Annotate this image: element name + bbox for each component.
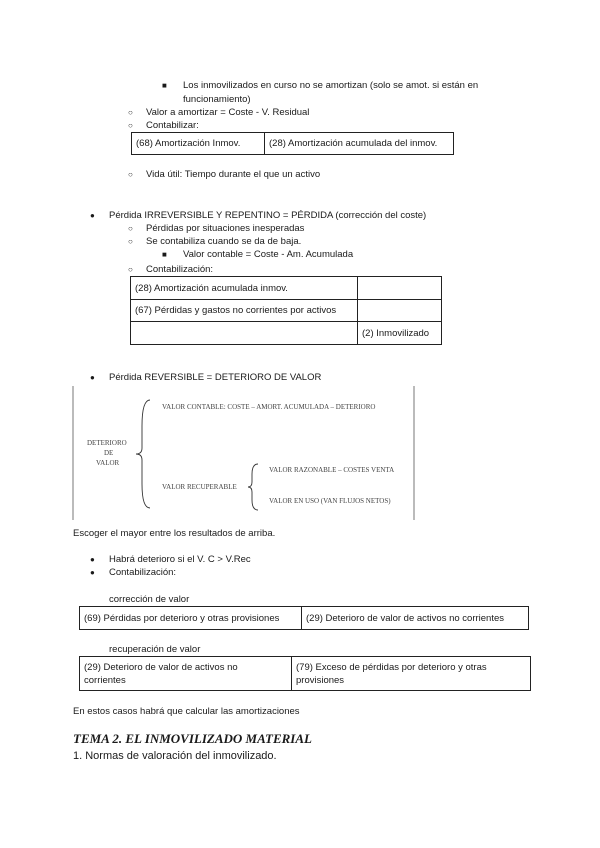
circle-bullet-icon: ○ (128, 237, 133, 246)
vida-util: Vida útil: Tiempo durante el que un activo (146, 169, 321, 180)
amortizacion-table (131, 132, 454, 155)
recuperacion-label: recuperación de valor (109, 644, 201, 655)
disc-bullet-icon: ● (90, 211, 95, 220)
inmov-curso-line2: funcionamiento) (183, 94, 251, 105)
circle-bullet-icon: ○ (128, 121, 133, 130)
habra-deterioro: Habrá deterioro si el V. C > V.Rec (109, 554, 251, 565)
circle-bullet-icon: ○ (128, 108, 133, 117)
circle-bullet-icon: ○ (128, 224, 133, 233)
perdida-reversible-title: Pérdida REVERSIBLE = DETERIORO DE VALOR (109, 372, 322, 383)
square-bullet-icon: ■ (162, 250, 167, 259)
inmov-curso-line1: Los inmovilizados en curso no se amortizan (solo se amot. si están en (183, 80, 479, 91)
recuperacion-credit-line2: provisiones (296, 674, 345, 686)
recuperacion-credit (292, 657, 531, 691)
valor-contable-text: VALOR CONTABLE: COSTE – AMORT. ACUMULADA – DETERIORO (162, 403, 376, 411)
perdidas-inesperadas: Pérdidas por situaciones inesperadas (146, 223, 305, 234)
circle-bullet-icon: ○ (128, 265, 133, 274)
valor-amortizar: Valor a amortizar = Coste - V. Residual (146, 107, 310, 118)
amortizacion-debit: (68) Amortización Inmov. (132, 133, 265, 155)
valor-en-uso-text: VALOR EN USO (VAN FLUJOS NETOS) (269, 497, 391, 505)
disc-bullet-icon: ● (90, 373, 95, 382)
contabilizacion-label-2: Contabilización: (109, 567, 177, 578)
escoger-mayor: Escoger el mayor entre los resultados de arriba. (73, 528, 276, 539)
recuperacion-credit-line1: (79) Exceso de pérdidas por deterioro y otras (296, 661, 487, 673)
contabilizar-label: Contabilizar: (146, 120, 199, 131)
circle-bullet-icon: ○ (128, 170, 133, 179)
recuperacion-debit (80, 657, 292, 691)
deterioro-label-2: DE (104, 449, 114, 457)
valor-recuperable-text: VALOR RECUPERABLE (162, 483, 237, 491)
recuperacion-debit-line1: (29) Deterioro de valor de activos no (84, 661, 238, 673)
deterioro-label-1: DETERIORO (87, 439, 127, 447)
recuperacion-table (79, 656, 531, 691)
disc-bullet-icon: ● (90, 555, 95, 564)
recuperacion-debit-line2: corrientes (84, 674, 126, 686)
square-bullet-icon: ■ (162, 81, 167, 90)
amortizacion-credit: (28) Amortización acumulada del inmov. (265, 133, 454, 155)
deterioro-label-3: VALOR (96, 459, 120, 467)
tema-heading: TEMA 2. EL INMOVILIZADO MATERIAL (73, 731, 312, 746)
valor-contable-formula: Valor contable = Coste - Am. Acumulada (183, 249, 354, 260)
perdida-irreversible-title: Pérdida IRREVERSIBLE Y REPENTINO = PÉRDIDA (corrección del coste) (109, 210, 427, 221)
contabiliza-baja: Se contabiliza cuando se da de baja. (146, 236, 302, 247)
valor-razonable-text: VALOR RAZONABLE – COSTES VENTA (269, 466, 395, 474)
perdida-row2: (67) Pérdidas y gastos no corrientes por activos (131, 300, 358, 322)
deterioro-diagram (72, 386, 415, 520)
correccion-table (79, 606, 529, 630)
perdida-table (130, 276, 442, 345)
disc-bullet-icon: ● (90, 568, 95, 577)
correccion-credit: (29) Deterioro de valor de activos no corrientes (302, 607, 529, 630)
calcular-amortizaciones: En estos casos habrá que calcular las amortizaciones (73, 706, 300, 717)
normas-valoracion: 1. Normas de valoración del inmovilizado. (73, 750, 277, 762)
contabilizacion-label: Contabilización: (146, 264, 214, 275)
correccion-debit: (69) Pérdidas por deterioro y otras provisiones (80, 607, 302, 630)
correccion-label: corrección de valor (109, 594, 190, 605)
perdida-row3-credit: (2) Inmovilizado (358, 322, 442, 345)
perdida-row1: (28) Amortización acumulada inmov. (131, 277, 358, 300)
